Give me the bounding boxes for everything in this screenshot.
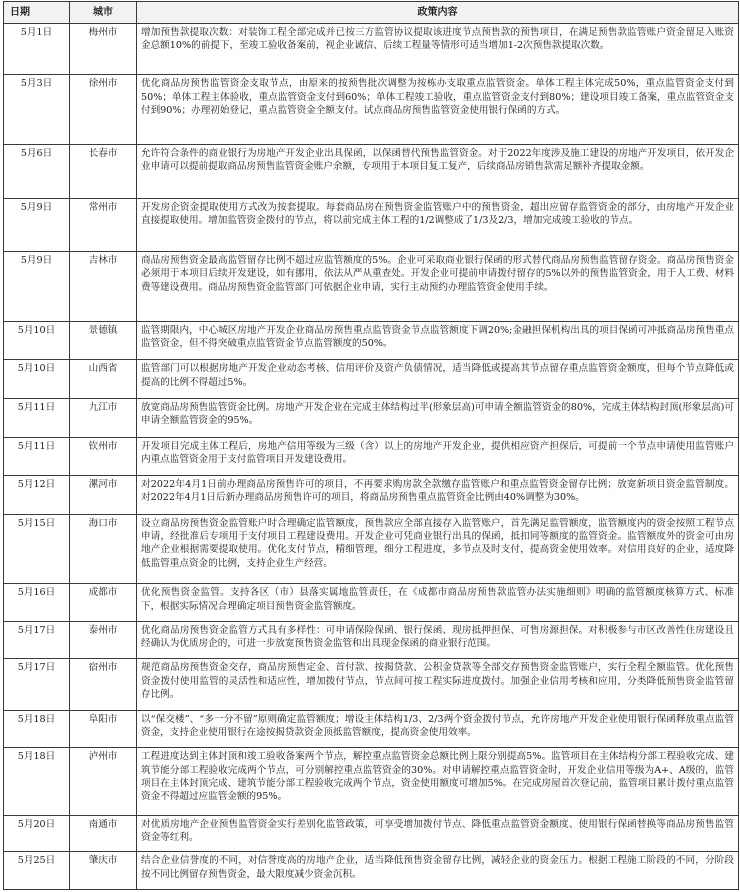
city-cell: 成都市	[70, 584, 137, 622]
policy-content-cell: 监管部门可以根据房地产开发企业动态考核、信用评价及资产负债情况，适当降低或提高其节点留存重点监管资金额度，但每个节点降低或提高的比例不得超过5%。	[137, 360, 739, 399]
header-date: 日期	[4, 2, 70, 24]
city-cell: 海口市	[70, 514, 137, 584]
policy-content-cell: 允许符合条件的商业银行为房地产开发企业出具保函，以保函替代预售监管资金。对于2022年度涉及施工建设的房地产开发项目，依开发企业申请可以提前提取商品房预售监管资金账户余额，专项用于本项目复工复产，后续商品房销售款需足额补齐提取金额。	[137, 145, 739, 199]
table-body	[4, 24, 739, 890]
table-row	[4, 621, 739, 659]
header-row	[4, 2, 739, 24]
header-city: 城市	[70, 2, 137, 24]
table-row	[4, 75, 739, 145]
policy-content-cell: 商品房预售资金最高监管留存比例不超过应监管额度的5%。企业可采取商业银行保函的形式替代商品房预售监管留存资金。商品房预售资金必须用于本项目后续开发建设，如有挪用，依法从严从重查处。开发企业可提前申请拨付留存的5%以外的预售监管资金，用于人工费、材料费等建设费用。商品房预售资金监管部门可依据企业申请，实行主动预约办理监管资金使用手续。	[137, 252, 739, 322]
table-row	[4, 815, 739, 851]
policy-content-cell: 对优质房地产企业预售监管资金实行差别化监管政策，可享受增加拨付节点、降低重点监管资金额度、使用银行保函替换等商品房预售监管资金等红利。	[137, 815, 739, 851]
date-cell: 5月12日	[4, 476, 70, 515]
policy-content-cell: 结合企业信誉度的不同，对信誉度高的房地产企业，适当降低预售资金留存比例，减轻企业的资金压力。根据工程施工阶段的不同，分阶段按不同比例留存预售资金，最大限度减少资金沉积。	[137, 852, 739, 890]
policy-content-cell: 对2022年4月1日前办理商品房预售许可的项目，不再要求购房款全款缴存监管账户和重点监管资金留存比例；放宽新项目资金监管制度。对2022年4月1日后新办理商品房预售许可的项目，将商品房预售重点监管资金比例由40%调整为30%。	[137, 476, 739, 515]
policy-content-cell: 放宽商品房预售监管资金比例。房地产开发企业在完成主体结构过半(形象层高)可申请全额监管资金的80%，完成主体结构封顶(形象层高)可申请全额监管资金的95%。	[137, 399, 739, 438]
date-cell: 5月9日	[4, 198, 70, 252]
table-row	[4, 321, 739, 360]
policy-content-cell: 规范商品房预售资金交存，商品房预售定金、首付款、按揭贷款、公积金贷款等全部交存预售资金监管账户，实行全程全额监管。优化预售资金拨付使用监管的灵活性和适应性，增加拨付节点，节点间可按工程实际进度拨付。加强企业信用考核和应用，分类降低预售资金监管留存比例。	[137, 659, 739, 710]
policy-content-cell: 开发项目完成主体工程后，房地产信用等级为三级（含）以上的房地产开发企业，提供相应资产担保后，可提前一个节点申请使用监管账户内重点监管资金用于支付监管项目开发建设费用。	[137, 437, 739, 476]
city-cell: 吉林市	[70, 252, 137, 322]
policy-content-cell: 优化商品房预售监管资金支取节点，由原来的按预售批次调整为按栋办支取重点监管资金。单体工程主体完成50%，重点监管资金支付到50%；单体工程主体验收，重点监管资金支付到60%；单体工程竣工验收，重点监管资金支付到80%；建设项目竣工备案，重点监管资金支付到90%；办理初始登记，重点监管资金全额支付。试点商品房预售监管资金使用银行保函的方式。	[137, 75, 739, 145]
city-cell: 钦州市	[70, 437, 137, 476]
policy-content-cell: 开发房企资金提取使用方式改为按套提取。每套商品房在预售资金监管账户中的预售资金，超出应留存监管资金的部分，由房地产开发企业直接提取使用。增加监管资金拨付的节点，将以前完成主体工程的1/2调整成了1/3及2/3，增加完成竣工验收的节点。	[137, 198, 739, 252]
date-cell: 5月17日	[4, 659, 70, 710]
city-cell: 阜阳市	[70, 710, 137, 748]
date-cell: 5月18日	[4, 748, 70, 816]
date-cell: 5月25日	[4, 852, 70, 890]
city-cell: 肇庆市	[70, 852, 137, 890]
policy-content-cell: 监管期限内，中心城区房地产开发企业商品房预售重点监管资金节点监管额度下调20%;金融担保机构出具的项目保函可冲抵商品房预售重点监管资金，但不得突破重点监管资金节点监管额度的50%。	[137, 321, 739, 360]
date-cell: 5月10日	[4, 321, 70, 360]
policy-content-cell: 以“保交楼”、“多一分不留”原则确定监管额度；增设主体结构1/3、2/3两个资金拨付节点，允许房地产开发企业使用银行保函释放重点监管资金，支持企业使用银行在途按揭贷款资金顶抵监管额度，提高资金使用效率。	[137, 710, 739, 748]
policy-content-cell: 工程进度达到主体封顶和竣工验收备案两个节点，解控重点监管资金总额比例上限分别提高5%。监管项目在主体结构分部工程验收完成、建筑节能分部工程验收完成两个节点，可分别解控重点监管资金的30%。对申请解控重点监管资金时，开发企业信用等级为A+、A级的，监管项目在主体封顶完成、建筑节能分部工程验收完成两个节点，资金使用额度可增加5%。在完成房屋首次登记前，监管项目累计拨付重点监管资金不得超过应监管金额的95%。	[137, 748, 739, 816]
city-cell: 常州市	[70, 198, 137, 252]
policy-content-cell: 优化预售资金监管。支持各区（市）县落实属地监管责任，在《成都市商品房预售款监管办法实施细则》明确的监管额度核算方式、标准下，根据实际情况合理确定项目预售资金监管额度。	[137, 584, 739, 622]
date-cell: 5月18日	[4, 710, 70, 748]
city-cell: 宿州市	[70, 659, 137, 710]
city-cell: 长春市	[70, 145, 137, 199]
date-cell: 5月16日	[4, 584, 70, 622]
policy-content-cell: 优化商品房预售资金监管方式具有多样性：可申请保险保函、银行保函、现房抵押担保、可售房源担保。对积极参与市区改善性住房建设且经确认为优质房企的，可进一步放宽预售资金监管和出具现金保函的商业银行范围。	[137, 621, 739, 659]
date-cell: 5月10日	[4, 360, 70, 399]
city-cell: 山西省	[70, 360, 137, 399]
table-row	[4, 514, 739, 584]
table-row	[4, 252, 739, 322]
city-cell: 泸州市	[70, 748, 137, 816]
table-row	[4, 437, 739, 476]
city-cell: 泰州市	[70, 621, 137, 659]
table-row	[4, 399, 739, 438]
table-row	[4, 852, 739, 890]
date-cell: 5月1日	[4, 24, 70, 75]
table-row	[4, 24, 739, 75]
date-cell: 5月6日	[4, 145, 70, 199]
city-cell: 九江市	[70, 399, 137, 438]
policy-table	[3, 1, 739, 890]
city-cell: 南通市	[70, 815, 137, 851]
city-cell: 景德镇	[70, 321, 137, 360]
policy-content-cell: 增加预售款提取次数：对装饰工程全部完成并已按三方监管协议提取该进度节点预售款的预售项目，在满足预售款监管账户资金留足入账资金总额10%的前提下，至竣工验收备案前，视企业诚信、后续工程量等情形可适当增加1-2次预售款提取次数。	[137, 24, 739, 75]
city-cell: 梅州市	[70, 24, 137, 75]
table-row	[4, 659, 739, 710]
table-row	[4, 476, 739, 515]
city-cell: 徐州市	[70, 75, 137, 145]
date-cell: 5月11日	[4, 399, 70, 438]
table-row	[4, 748, 739, 816]
header-content: 政策内容	[137, 2, 739, 24]
date-cell: 5月11日	[4, 437, 70, 476]
date-cell: 5月20日	[4, 815, 70, 851]
table-row	[4, 360, 739, 399]
date-cell: 5月3日	[4, 75, 70, 145]
city-cell: 漯河市	[70, 476, 137, 515]
date-cell: 5月17日	[4, 621, 70, 659]
table-row	[4, 710, 739, 748]
policy-content-cell: 设立商品房预售资金监管账户时合理确定监管额度，预售款应全部直接存入监管账户，首先满足监管额度，监管额度内的资金按照工程节点申请，经批准后专项用于支付项目工程建设费用。开发企业可凭商业银行出具的保函，抵扣同等额度的监管资金。监管额度外的资金可由房地产企业根据需要提取使用。优化支付节点，精细管理，细分工程进度，多节点及时支付，提高资金使用效率。对信用良好的企业，适度降低监管重点资金的比例，支持企业生产经营。	[137, 514, 739, 584]
table-row	[4, 198, 739, 252]
date-cell: 5月15日	[4, 514, 70, 584]
table-row	[4, 584, 739, 622]
table-row	[4, 145, 739, 199]
date-cell: 5月9日	[4, 252, 70, 322]
